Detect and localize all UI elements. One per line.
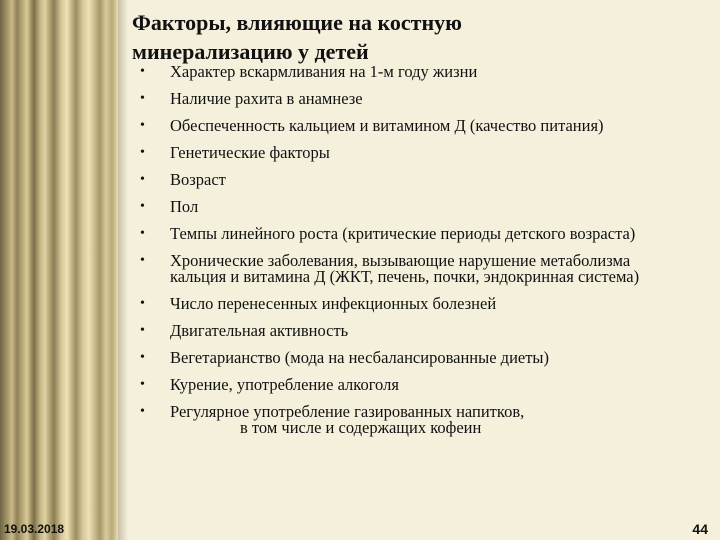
list-item — [140, 253, 680, 285]
list-item — [140, 199, 680, 215]
list-item — [140, 145, 680, 161]
bullet-icon: • — [140, 226, 145, 241]
list-item-text: Хронические заболевания, вызывающие нарушение метаболизма кальция и витамина Д (ЖКТ, печень, почки, эндокринная система) — [170, 251, 640, 286]
list-item — [140, 172, 680, 188]
list-item-text: Возраст — [170, 170, 226, 189]
bullet-icon: • — [140, 296, 145, 311]
list-item — [140, 64, 680, 80]
list-item-text: Темпы линейного роста (критические периоды детского возраста) — [170, 224, 636, 243]
list-item-text: Генетические факторы — [170, 143, 330, 162]
list-item-text-continued: в том числе и содержащих кофеин — [240, 418, 482, 437]
list-item — [140, 377, 680, 393]
bullet-icon: • — [140, 199, 145, 214]
list-item — [140, 404, 680, 436]
list-item — [140, 296, 680, 312]
list-item-text: Обеспеченность кальцием и витамином Д (качество питания) — [170, 116, 604, 135]
slide-title-line-2: минерализацию у детей — [132, 39, 369, 64]
bullet-icon: • — [140, 145, 145, 160]
list-item — [140, 118, 680, 134]
page-number: 44 — [692, 521, 708, 537]
list-item — [140, 226, 680, 242]
list-item-text: Число перенесенных инфекционных болезней — [170, 294, 497, 313]
list-item-text: Двигательная активность — [170, 321, 349, 340]
slide-date: 19.03.2018 — [4, 522, 65, 536]
list-item — [140, 350, 680, 366]
bullet-icon: • — [140, 323, 145, 338]
bullet-icon: • — [140, 172, 145, 187]
bullet-icon: • — [140, 118, 145, 133]
list-item-text: Характер вскармливания на 1-м году жизни — [170, 62, 478, 81]
frame-shadow — [118, 0, 128, 540]
list-item-text: Наличие рахита в анамнезе — [170, 89, 363, 108]
factors-list — [140, 64, 680, 447]
bullet-icon: • — [140, 64, 145, 79]
bullet-icon: • — [140, 91, 145, 106]
list-item-text: Курение, употребление алкоголя — [170, 375, 399, 394]
slide-title — [132, 8, 652, 66]
decorative-frame — [0, 0, 118, 540]
list-item-text: Вегетарианство (мода на несбалансированные диеты) — [170, 348, 550, 367]
bullet-icon: • — [140, 350, 145, 365]
list-item — [140, 91, 680, 107]
list-item-text: Пол — [170, 197, 199, 216]
bullet-icon: • — [140, 377, 145, 392]
slide-title-line-1: Факторы, влияющие на костную — [132, 10, 462, 35]
bullet-icon: • — [140, 253, 145, 268]
list-item — [140, 323, 680, 339]
list-item-text: Регулярное употребление газированных напитков, — [170, 402, 525, 421]
bullet-icon: • — [140, 404, 145, 419]
